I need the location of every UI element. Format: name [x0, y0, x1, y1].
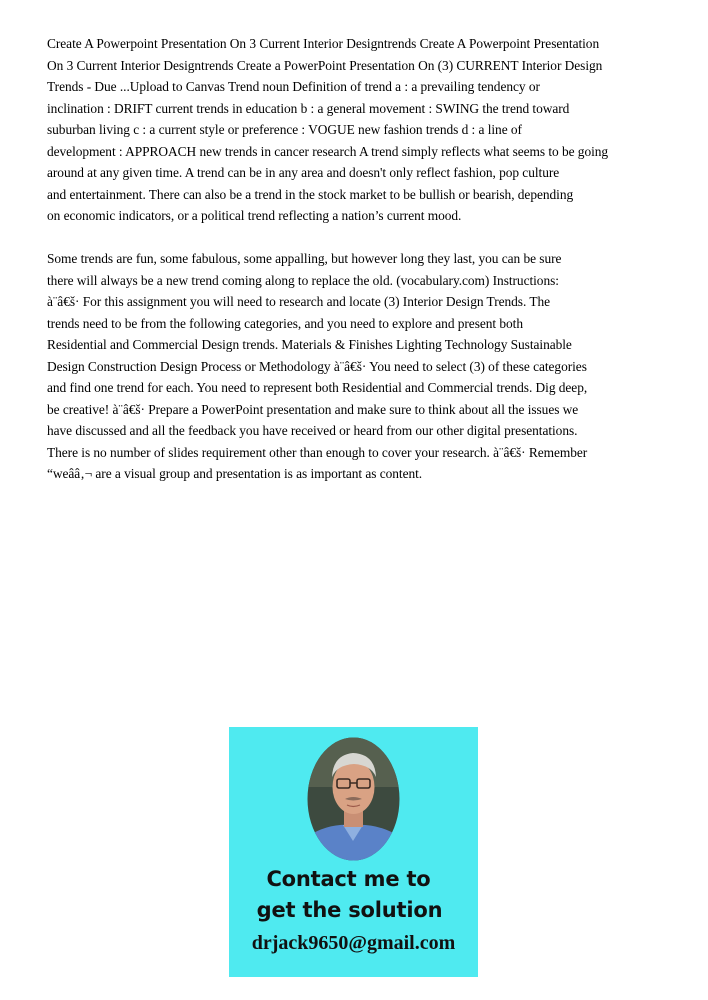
- text-line: inclination : DRIFT current trends in education b : a general movement : SWING the trend toward: [47, 100, 570, 116]
- text-line: be creative! à¨â€š· Prepare a PowerPoint presentation and make sure to think about all the issues we: [47, 401, 579, 417]
- text-line: There is no number of slides requirement other than enough to cover your research. à¨â€š· Remember: [47, 444, 588, 460]
- text-line: Some trends are fun, some fabulous, some appalling, but however long they last, you can be sure: [47, 251, 562, 266]
- text-line: around at any given time. A trend can be in any area and doesn't only reflect fashion, pop culture: [47, 165, 560, 180]
- text-line: à¨â€š· For this assignment you will need to research and locate (3) Interior Design Trends. The: [47, 294, 550, 309]
- paragraph-2: [47, 248, 659, 485]
- contact-advertisement[interactable]: [229, 727, 478, 977]
- contact-email-link[interactable]: drjack9650@gmail.com: [251, 932, 456, 954]
- contact-subheading: get the solution: [256, 898, 443, 922]
- text-line: Create A Powerpoint Presentation On 3 Current Interior Designtrends Create A Powerpoint Presentation: [47, 36, 600, 51]
- text-line: development : APPROACH new trends in cancer research A trend simply reflects what seems to be going: [47, 143, 609, 159]
- contact-heading: Contact me to: [266, 867, 431, 891]
- text-line: trends need to be from the following categories, and you need to explore and present both: [47, 315, 523, 331]
- text-line: there will always be a new trend coming along to replace the old. (vocabulary.com) Instructions:: [47, 272, 559, 288]
- text-line: on economic indicators, or a political trend reflecting a nation’s current mood.: [47, 208, 462, 223]
- text-line: Residential and Commercial Design trends. Materials & Finishes Lighting Technology Sustainable: [47, 337, 572, 352]
- text-line: suburban living c : a current style or preference : VOGUE new fashion trends d : a line of: [47, 122, 522, 137]
- text-line: Design Construction Design Process or Methodology à¨â€š· You need to select (3) of these categories: [47, 358, 587, 374]
- text-line: have discussed and all the feedback you have received or heard from our other digital presentations.: [47, 423, 578, 438]
- text-line: and find one trend for each. You need to represent both Residential and Commercial trends. Dig deep,: [47, 380, 588, 395]
- paragraph-1: [47, 33, 659, 227]
- text-line: Trends - Due ...Upload to Canvas Trend noun Definition of trend a : a prevailing tendency or: [47, 79, 540, 94]
- text-line: “weââ‚¬ are a visual group and presentation is as important as content.: [47, 466, 423, 481]
- text-line: and entertainment. There can also be a trend in the stock market to be bullish or bearish, depending: [47, 186, 574, 202]
- person-portrait-icon: [307, 737, 400, 861]
- document-body: [47, 33, 659, 485]
- text-line: On 3 Current Interior Designtrends Create a PowerPoint Presentation On (3) CURRENT Interior Design: [47, 57, 603, 73]
